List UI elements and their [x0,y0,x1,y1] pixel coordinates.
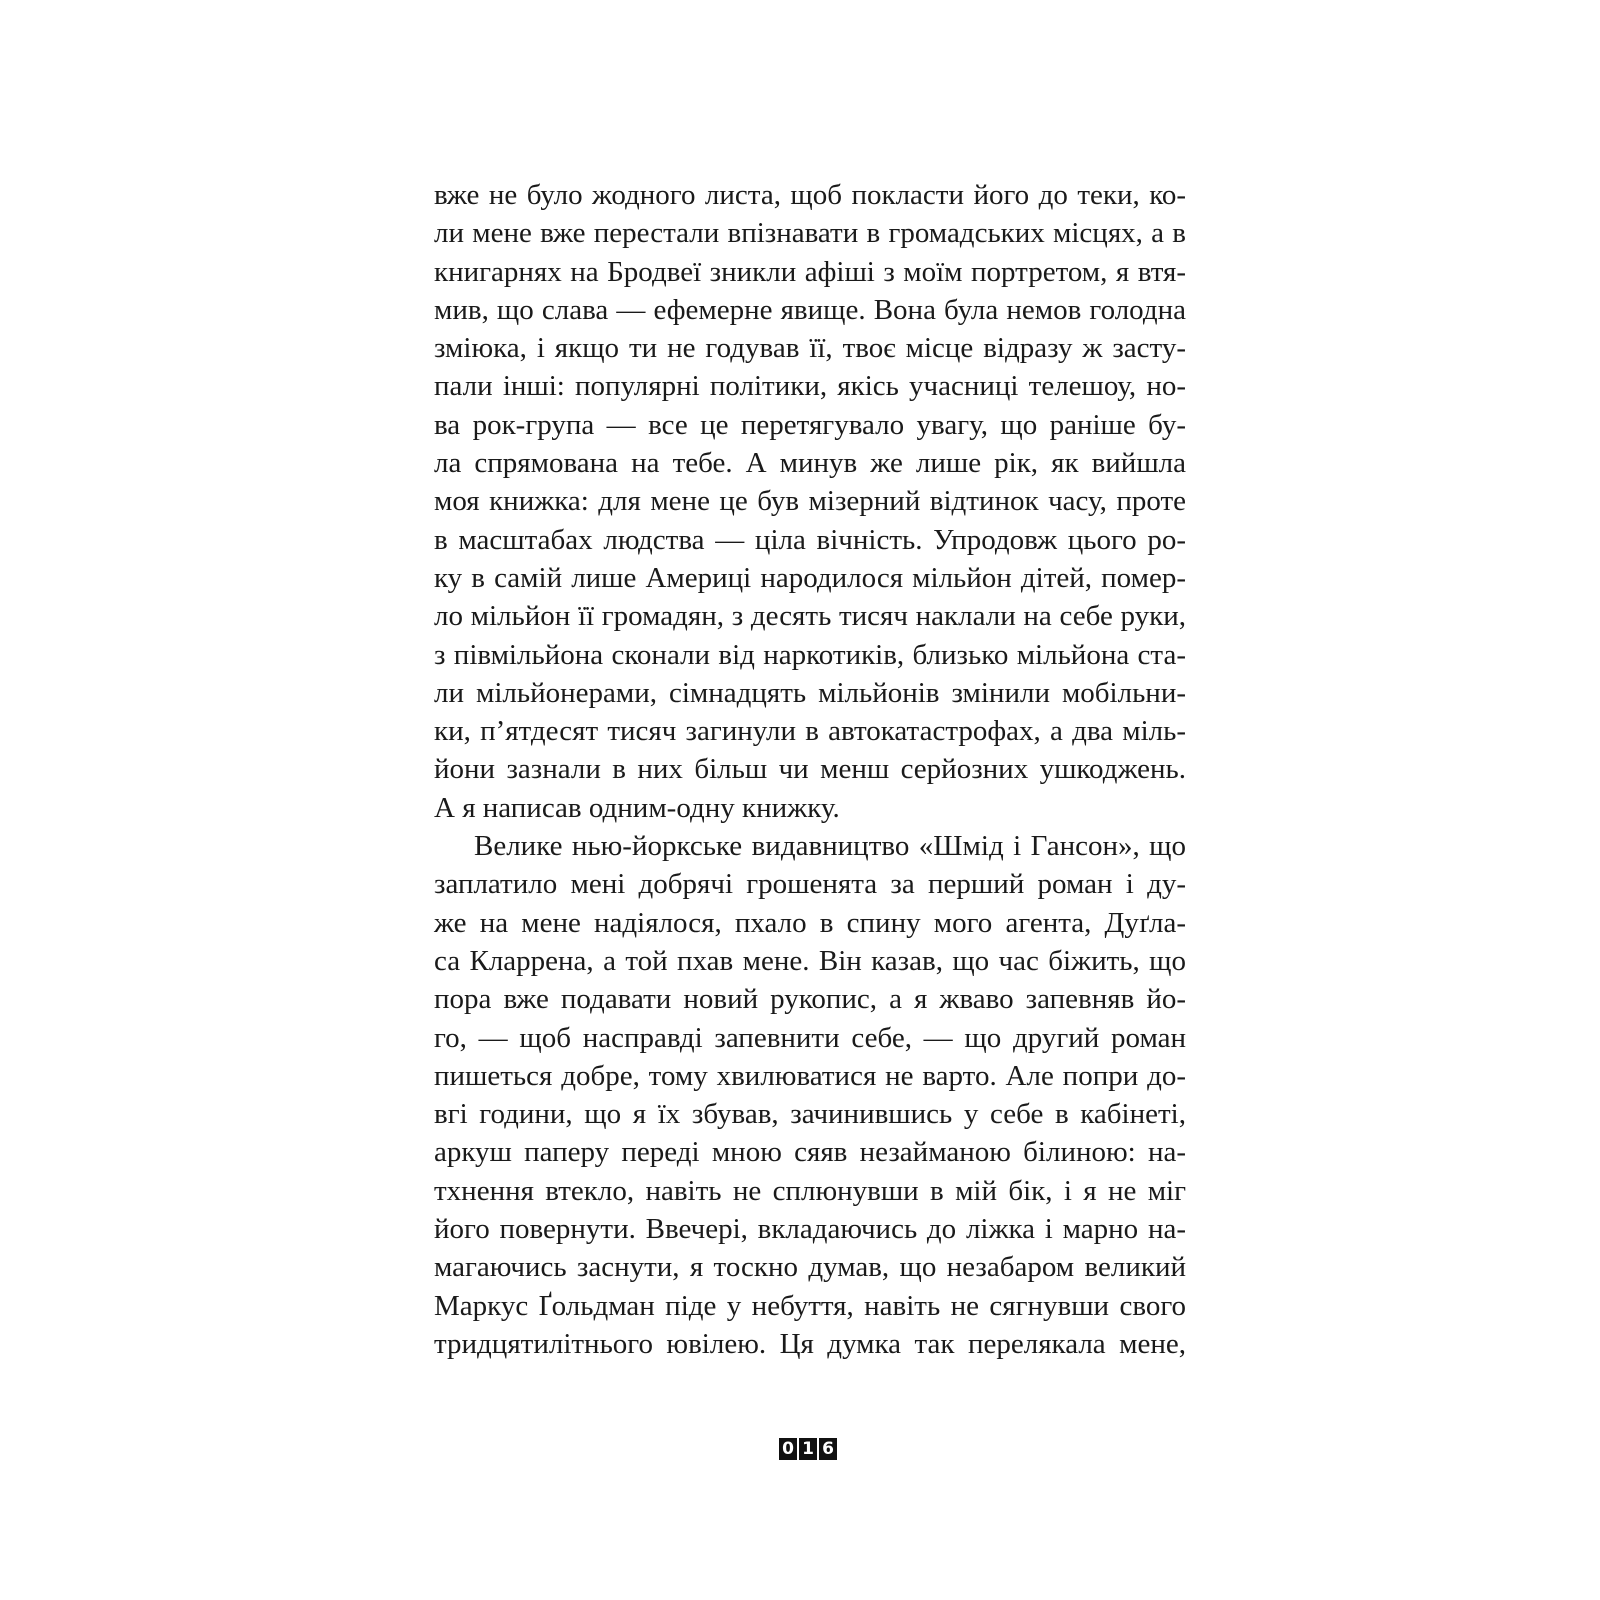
paragraph-end-line: А я написав одним-одну книжку. [434,791,840,824]
text-line: ва рок-група — все це перетягувало увагу, що раніше бу- [434,408,1186,441]
text-line: йони зазнали в них більш чи менш серйозних ушкоджень. [434,753,1186,786]
text-line: мив, що слава — ефемерне явище. Вона була немов голодна [434,293,1186,326]
page-number-digit: 0 [779,1438,797,1460]
text-line: магаючись заснути, я тоскно думав, що незабаром великий [434,1251,1186,1284]
text-line: з півмільйона сконали від наркотиків, близько мільйона ста- [434,638,1186,671]
text-line: ли мільйонерами, сімнадцять мільйонів змінили мобільни- [434,676,1186,709]
text-line: го, — щоб насправді запевнити себе, — що другий роман [434,1021,1186,1054]
text-line: вгі години, що я їх збував, зачинившись у себе в кабінеті, [434,1098,1186,1131]
text-line: ло мільйон її громадян, з десять тисяч наклали на себе руки, [434,600,1186,633]
page-number-digit: 6 [819,1438,837,1460]
page-number-digit: 1 [799,1438,817,1460]
text-line: ку в самій лише Америці народилося мільйон дітей, помер- [434,561,1186,594]
text-line: аркуш паперу переді мною сяяв незайманою білиною: на- [434,1136,1186,1169]
paragraph-start-line: Велике нью-йоркське видавництво «Шмід і Гансон», що [474,830,1186,863]
text-line: пора вже подавати новий рукопис, а я жваво запевняв йо- [434,983,1186,1016]
text-line: вже не було жодного листа, щоб покласти його до теки, ко- [434,179,1186,211]
text-line: моя книжка: для мене це був мізерний відтинок часу, проте [434,485,1186,518]
text-line: са Кларрена, а той пхав мене. Він казав, що час біжить, що [434,944,1186,977]
text-line: в масштабах людства — ціла вічність. Упродовж цього ро- [434,523,1186,556]
body-text [434,176,1186,1363]
text-line: ла спрямована на тебе. А минув же лише рік, як вийшла [434,447,1186,480]
text-line: його повернути. Ввечері, вкладаючись до ліжка і марно на- [434,1213,1186,1246]
text-line: ли мене вже перестали впізнавати в громадських місцях, а в [434,217,1186,250]
text-line: книгарнях на Бродвеї зникли афіші з моїм портретом, я втя- [434,255,1186,288]
text-line: тридцятилітнього ювілею. Ця думка так перелякала мене, [434,1327,1186,1360]
text-line: заплатило мені добрячі грошенята за перший роман і ду- [434,868,1186,901]
text-line: пали інші: популярні політики, якісь учасниці телешоу, но- [434,370,1186,403]
text-line: пишеться добре, тому хвилюватися не варто. Але попри до- [434,1059,1186,1092]
text-line: Маркус Ґольдман піде у небуття, навіть не сягнувши свого [434,1289,1186,1322]
text-line: тхнення втекло, навіть не сплюнувши в мій бік, і я не міг [434,1174,1186,1207]
page-number [779,1438,837,1460]
text-line: змiюка, і якщо ти не годував її, твоє місце відразу ж засту- [434,332,1186,365]
text-line: ки, п’ятдесят тисяч загинули в автокатастрофах, а два міль- [434,715,1186,748]
text-line: же на мене надіялося, пхало в спину мого агента, Дуґла- [434,906,1186,939]
